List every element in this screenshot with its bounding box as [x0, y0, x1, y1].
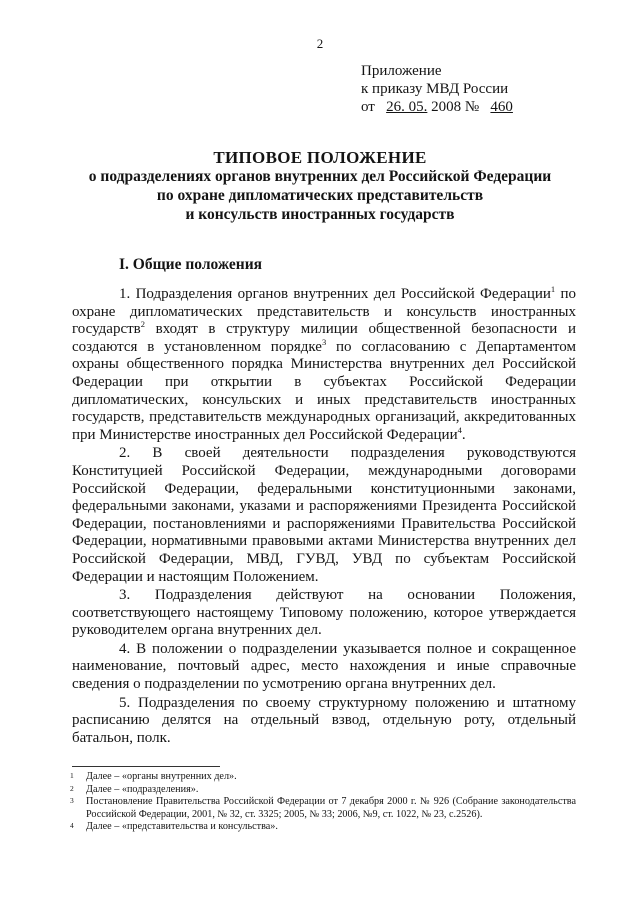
footnote-3-text: Постановление Правительства Российской Федерации от 7 декабря 2000 г. № 926 (Собрание законодательства Российской Федерации, 2001, № 32, ст. 3325; 2005, № 33; 2006, №9, ст. 1022, № 23, с.2526).: [86, 796, 576, 820]
footnote-3: [70, 796, 576, 821]
title-line-1: о подразделениях органов внутренних дел Российской Федерации: [88, 168, 552, 185]
paragraph-1: [72, 286, 576, 444]
footnote-1-mark: 1: [70, 771, 74, 780]
footnote-ref-3: 3: [321, 336, 327, 347]
appendix-year: 2008: [431, 99, 462, 115]
footnote-4: [70, 821, 576, 834]
title-line-3: и консульств иностранных государств: [185, 206, 455, 223]
paragraph-4: 4. В положении о подразделении указывается полное и сокращенное наименование, почтовый адрес, место нахождения и иные справочные сведения о подразделении по усмотрению органа внутренних дел.: [72, 640, 576, 693]
appendix-from-label: от: [361, 99, 375, 115]
document-body: [72, 286, 576, 748]
appendix-number: 460: [490, 99, 513, 115]
footnote-2: [70, 784, 576, 797]
document-title: [60, 148, 580, 224]
footnote-ref-2: 2: [140, 319, 146, 330]
footnote-ref-4: 4: [457, 424, 462, 435]
footnote-1-text: Далее – «органы внутренних дел».: [86, 771, 237, 782]
paragraph-1-part-d: по согласованию с Департаментом охраны общественного порядка Министерства внутренних дел Российской Федерации при открытии в субъектах Российской Федерации дипломатических, консульских и иных представительств иностранных государств, представительств международных организаций, аккредитованных при Министерстве иностранных дел Российской Федерации: [72, 338, 576, 443]
paragraph-5: 5. Подразделения по своему структурному положению и штатному расписанию делятся на отдельный взвод, отдельную роту, отдельный батальон, полк.: [72, 694, 576, 746]
footnote-1: [70, 771, 576, 784]
footnote-4-mark: 4: [70, 821, 74, 831]
footnote-2-text: Далее – «подразделения».: [86, 783, 199, 795]
paragraph-1-part-c: входят в структуру милиции общественной безопасности и создаются в установленном порядке: [72, 321, 576, 355]
appendix-header: [361, 62, 513, 116]
footnotes: [70, 771, 576, 834]
appendix-line-2: к приказу МВД России: [361, 81, 509, 97]
footnote-ref-1: 1: [550, 284, 556, 294]
paragraph-3: 3. Подразделения действуют на основании Положения, соответствующего настоящему Типовому положению, которое утверждается руководителем органа внутренних дел.: [72, 587, 576, 639]
appendix-line-1: Приложение: [361, 63, 442, 79]
appendix-number-sign: №: [464, 99, 480, 115]
paragraph-2: 2. В своей деятельности подразделения руководствуются Конституцией Российской Федерации, международными договорами Российской Федерации, федеральными конституционными законами, федеральными законами, указами и распоряжениями Президента Российской Федерации, постановлениями и распоряжениями Правительства Российской Федерации, нормативными правовыми актами Министерства внутренних дел Российской Федерации, МВД, ГУВД, УВД по субъектам Российской Федерации и настоящим Положением.: [72, 445, 576, 585]
title-line-2: по охране дипломатических представительств: [156, 187, 484, 204]
page-number: 2: [316, 36, 324, 51]
title-main: ТИПОВОЕ ПОЛОЖЕНИЕ: [213, 148, 427, 167]
paragraph-1-part-a: 1. Подразделения органов внутренних дел Российской Федерации: [119, 286, 551, 302]
footnote-4-text: Далее – «представительства и консульства».: [86, 821, 278, 833]
appendix-date: 26. 05.: [386, 99, 428, 115]
appendix-order-line: [361, 98, 513, 116]
footnote-3-mark: 3: [70, 796, 74, 806]
footnote-2-mark: 2: [70, 783, 74, 793]
paragraph-1-part-e: .: [461, 426, 466, 443]
footnote-divider: [72, 766, 220, 767]
paragraph-1-part-b: по охране дипломатических представительств и консульств иностранных государств: [72, 286, 576, 338]
section-heading: I. Общие положения: [119, 256, 263, 273]
